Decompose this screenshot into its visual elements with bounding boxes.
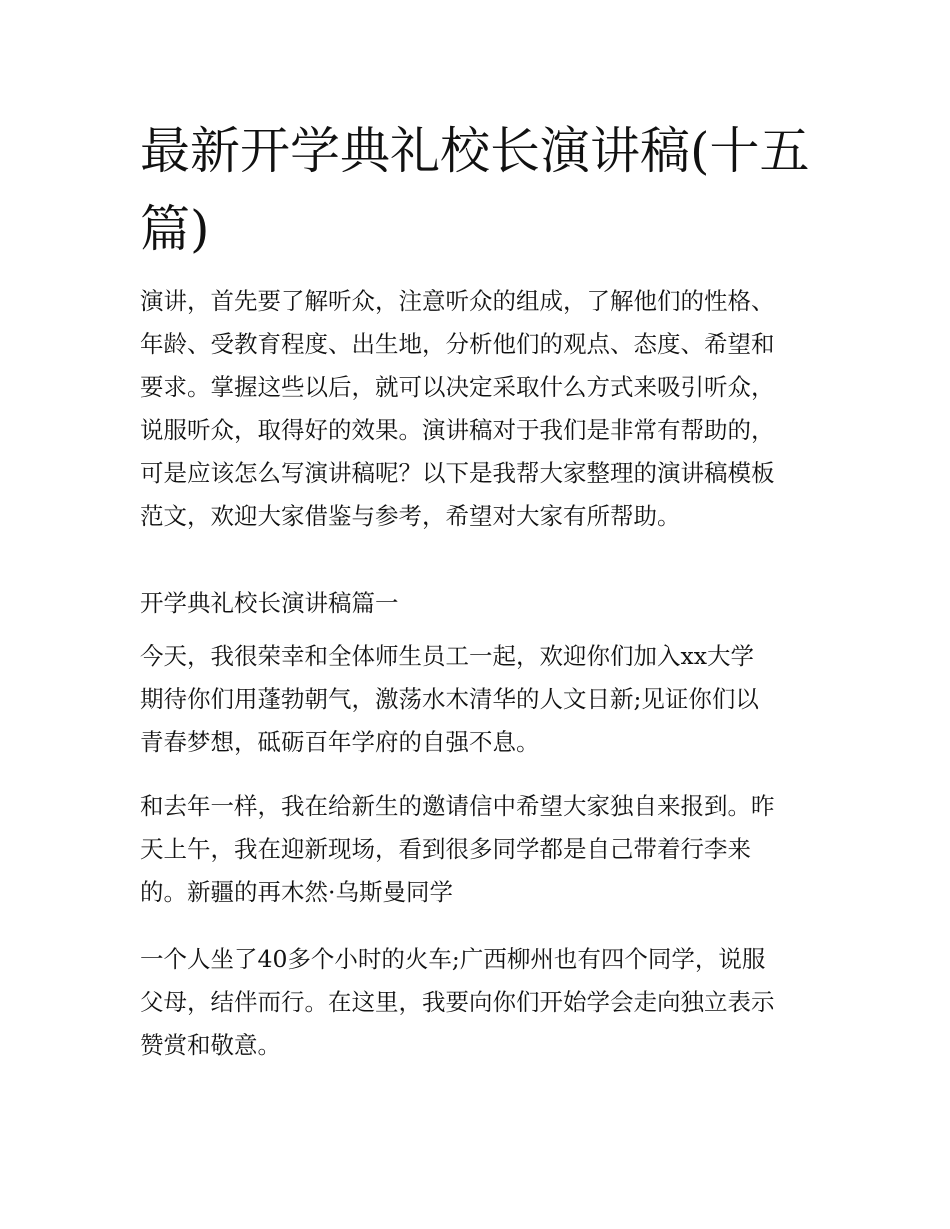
text-line: 父母，结伴而行。在这里，我要向你们开始学会走向独立表示 (140, 988, 775, 1016)
title-line: 最新开学典礼校长演讲稿(十五 (140, 122, 810, 180)
text-line: 年龄、受教育程度、出生地，分析他们的观点、态度、希望和 (140, 330, 775, 358)
text-line: 开学典礼校长演讲稿篇一 (140, 589, 399, 617)
text-line: 期待你们用蓬勃朝气，激荡水木清华的人文日新;见证你们以 (140, 685, 759, 713)
text-line: 一个人坐了40多个小时的火车;广西柳州也有四个同学，说服 (140, 945, 766, 973)
text-line: 和去年一样，我在给新生的邀请信中希望大家独自来报到。昨 (140, 792, 775, 820)
text-line: 要求。掌握这些以后，就可以决定采取什么方式来吸引听众， (140, 373, 775, 401)
section-heading (140, 582, 820, 625)
text-line: 演讲，首先要了解听众，注意听众的组成，了解他们的性格、 (140, 287, 775, 315)
intro-paragraph (140, 280, 820, 538)
text-line: 青春梦想，砥砺百年学府的自强不息。 (140, 728, 540, 756)
text-line: 的。新疆的再木然·乌斯曼同学 (140, 878, 453, 906)
text-line: 赞赏和敬意。 (140, 1031, 281, 1059)
text-line: 可是应该怎么写演讲稿呢？以下是我帮大家整理的演讲稿模板 (140, 459, 775, 487)
title-line: 篇) (140, 200, 210, 258)
text-line: 天上午，我在迎新现场，看到很多同学都是自己带着行李来 (140, 835, 751, 863)
text-line: 范文，欢迎大家借鉴与参考，希望对大家有所帮助。 (140, 502, 681, 530)
text-line: 今天，我很荣幸和全体师生员工一起，欢迎你们加入xx大学 (140, 642, 755, 670)
text-line: 说服听众，取得好的效果。演讲稿对于我们是非常有帮助的， (140, 416, 775, 444)
body-paragraph (140, 785, 820, 914)
body-paragraph (140, 938, 820, 1067)
body-paragraph (140, 635, 820, 764)
document-title (140, 112, 820, 268)
